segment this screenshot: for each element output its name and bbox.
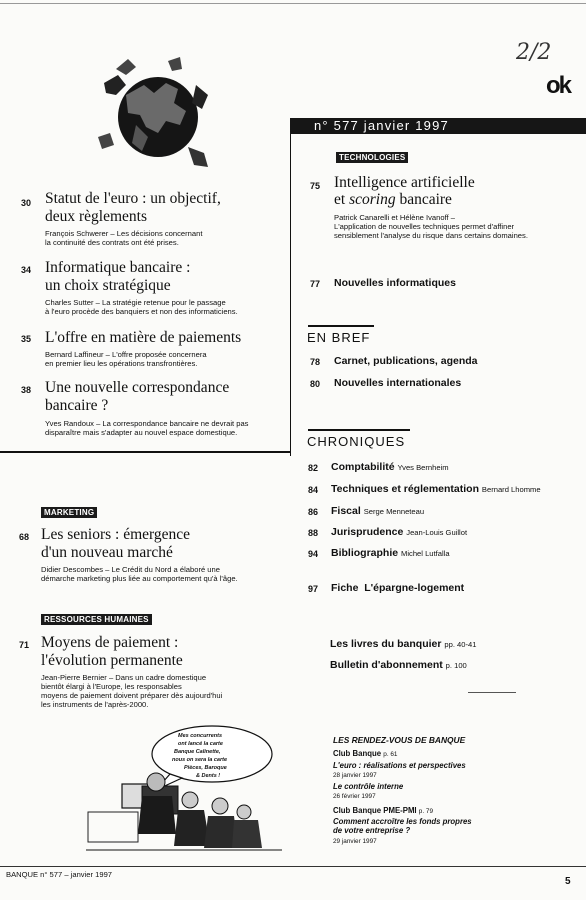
article-description: Patrick Canarelli et Hélène Ivanoff – — [334, 213, 456, 222]
article-title: Une nouvelle correspondance — [45, 379, 230, 396]
article-title-part: bancaire — [395, 191, 452, 208]
cartoon-bubble-line: nous on sera la carte — [172, 757, 228, 763]
cartoon-bubble-line: ont lancé la carte — [178, 741, 223, 747]
rdv-event: de votre entreprise ? — [333, 826, 411, 835]
footer-rule — [0, 866, 586, 867]
article-number: 68 — [19, 532, 30, 542]
article-description: sensiblement l'analyse du risque dans certains domaines. — [334, 231, 528, 240]
article-title: Informatique bancaire : — [45, 259, 191, 276]
section-badge-rh: RESSOURCES HUMAINES — [41, 614, 152, 625]
cartoon-bubble-line: Mes concurrents — [178, 733, 223, 739]
rdv-date: 26 février 1997 — [333, 793, 376, 800]
article-description: les instruments de l'après-2000. — [41, 700, 149, 709]
article-description: bientôt élargi à l'Europe, les responsables — [41, 682, 182, 691]
article-description: Didier Descombes – Le Crédit du Nord a élaboré une — [41, 565, 220, 574]
club-page: p. 61 — [383, 751, 398, 758]
article-number: 71 — [19, 640, 30, 650]
article-title — [331, 547, 450, 559]
article-description: démarche marketing plus liée au comportement qu'à l'âge. — [41, 574, 238, 583]
article-description: en premier lieu les opérations transfrontières. — [45, 359, 198, 368]
bulletin-title: Bulletin d'abonnement — [330, 659, 443, 671]
page-number: 5 — [565, 876, 571, 887]
chronique-title: Bibliographie — [331, 547, 399, 559]
chronique-title: Jurisprudence — [331, 526, 404, 538]
rdv-event: Le contrôle interne — [333, 782, 404, 791]
rdv-club — [333, 806, 433, 816]
article-number: 75 — [310, 181, 321, 191]
chronique-title: Fiscal — [331, 505, 361, 517]
globe-illustration — [96, 55, 218, 175]
article-title: Nouvelles internationales — [334, 377, 462, 389]
article-description: L'application de nouvelles techniques permet d'affiner — [334, 222, 515, 231]
chronique-author: Michel Lutfalla — [401, 549, 450, 558]
rdv-event: L'euro : réalisations et perspectives — [333, 761, 466, 770]
handwritten-note: 2/2 — [516, 40, 552, 65]
column-divider — [290, 134, 291, 456]
rdv-event: Comment accroître les fonds propres — [333, 817, 472, 826]
article-title — [331, 483, 541, 495]
article-title: Moyens de paiement : — [41, 634, 179, 651]
article-number: 97 — [308, 584, 319, 594]
section-heading-en-bref: EN BREF — [307, 330, 371, 345]
club-page: p. 79 — [418, 808, 433, 815]
ok-stamp: ok — [546, 72, 571, 99]
article-number: 77 — [310, 279, 321, 289]
article-description: François Schwerer – Les décisions concernant — [45, 229, 203, 238]
chronique-author: Yves Bernheim — [397, 463, 449, 472]
cartoon-bubble-line: Banque Calinette, — [174, 749, 221, 755]
heading-rule — [308, 429, 410, 431]
article-title — [331, 505, 424, 517]
section-badge-marketing: MARKETING — [41, 507, 97, 518]
article-number: 88 — [308, 528, 319, 538]
chronique-author: Jean-Louis Guillot — [406, 528, 468, 537]
footer-issue: BANQUE n° 577 – janvier 1997 — [6, 870, 113, 879]
section-badge-technologies: TECHNOLOGIES — [336, 152, 408, 163]
chronique-title: Techniques et réglementation — [331, 483, 479, 495]
cartoon-bubble-line: Pièces, Baroque — [184, 765, 227, 771]
article-title: l'évolution permanente — [41, 652, 183, 669]
article-title: deux règlements — [45, 208, 148, 225]
article-title — [334, 191, 452, 208]
article-title: d'un nouveau marché — [41, 544, 173, 561]
article-title: un choix stratégique — [45, 277, 171, 294]
article-number: 94 — [308, 549, 319, 559]
article-number: 82 — [308, 463, 319, 473]
issue-line: n° 577 janvier 1997 — [314, 118, 449, 133]
rdv-club — [333, 749, 397, 759]
article-description: à l'euro procède des banquiers et non des informaticiens. — [45, 307, 238, 316]
article-title: Statut de l'euro : un objectif, — [45, 190, 221, 207]
article-number: 80 — [310, 379, 321, 389]
livres-pages: pp. 40-41 — [444, 640, 477, 649]
chronique-author: Bernard Lhomme — [481, 485, 541, 494]
top-rule — [0, 3, 586, 4]
article-number: 38 — [21, 385, 32, 395]
livres-title: Les livres du banquier — [330, 638, 442, 650]
heading-rule — [308, 325, 374, 327]
bulletin-abonnement — [330, 659, 467, 671]
article-title — [331, 526, 467, 538]
article-description: la continuité des contrats ont été prises. — [45, 238, 179, 247]
article-description: moyens de paiement doivent préparer dès aujourd'hui — [41, 691, 223, 700]
article-title: L'offre en matière de paiements — [45, 329, 242, 346]
article-number: 34 — [21, 265, 32, 275]
article-title: bancaire ? — [45, 397, 109, 414]
article-title-italic: scoring — [349, 191, 396, 208]
article-number: 78 — [310, 357, 321, 367]
article-description: disparaître mais s'adapter au nouvel espace domestique. — [45, 428, 238, 437]
article-description: Bernard Laffineur – L'offre proposée concernera — [45, 350, 207, 359]
article-number: 84 — [308, 485, 319, 495]
cartoon-bubble-line: & Dents ! — [196, 773, 221, 779]
article-title — [331, 461, 449, 473]
article-description: Jean-Pierre Bernier – Dans un cadre domestique — [41, 673, 207, 682]
club-name: Club Banque PME-PMI — [333, 806, 417, 815]
section-heading-chroniques: CHRONIQUES — [307, 434, 406, 449]
club-name: Club Banque — [333, 749, 382, 758]
article-title-part: et — [334, 191, 350, 208]
article-title: Intelligence artificielle — [334, 174, 475, 191]
short-rule — [468, 692, 516, 693]
article-title: Les seniors : émergence — [41, 526, 191, 543]
article-description: Yves Randoux – La correspondance bancaire ne devrait pas — [45, 419, 249, 428]
rdv-heading: LES RENDEZ-VOUS DE BANQUE — [333, 735, 466, 745]
article-number: 30 — [21, 198, 32, 208]
article-number: 86 — [308, 507, 319, 517]
article-number: 35 — [21, 334, 32, 344]
bulletin-pages: p. 100 — [445, 661, 467, 670]
chronique-title: Comptabilité — [331, 461, 395, 473]
article-description: Charles Sutter – La stratégie retenue pour le passage — [45, 298, 226, 307]
section-divider — [0, 451, 290, 453]
article-title: Carnet, publications, agenda — [334, 355, 478, 367]
article-title: Nouvelles informatiques — [334, 277, 456, 289]
article-title: Fiche L'épargne-logement — [331, 582, 465, 594]
livres-du-banquier — [330, 638, 476, 650]
chronique-author: Serge Menneteau — [363, 507, 425, 516]
rdv-date: 28 janvier 1997 — [333, 772, 377, 779]
rdv-date: 29 janvier 1997 — [333, 838, 377, 845]
